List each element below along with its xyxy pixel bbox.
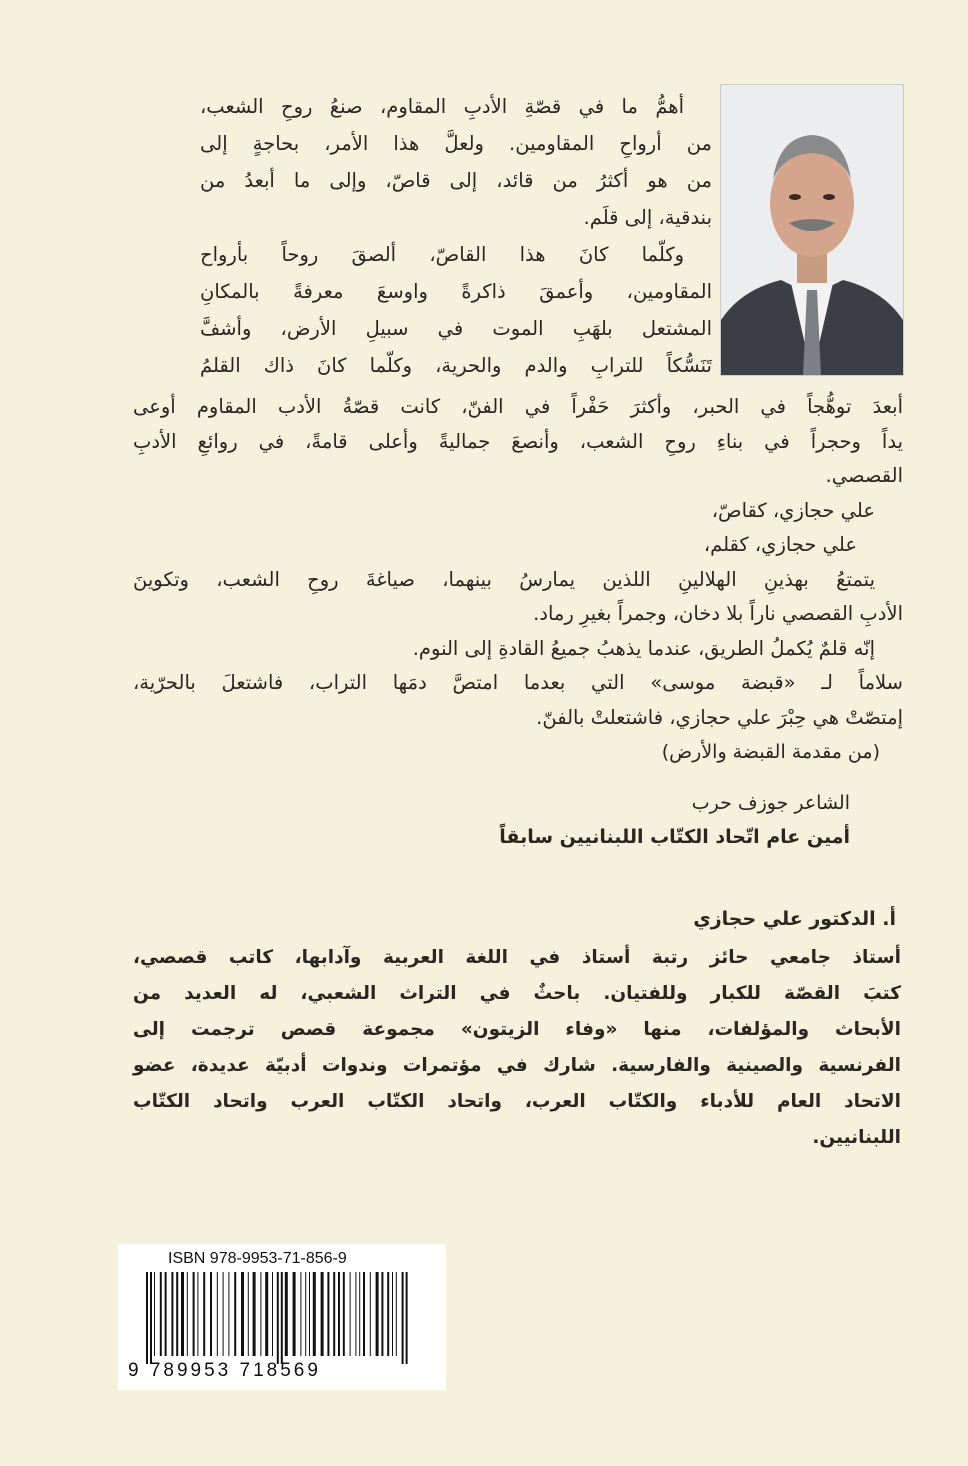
- text-line: إمتصّتْ هي حِبْرَ علي حجازي، فاشتعلتْ بالفنّ.: [536, 705, 903, 729]
- barcode-bar: [171, 1272, 173, 1356]
- isbn-label: ISBN 978-9953-71-856-9: [168, 1250, 347, 1267]
- barcode-bar: [248, 1272, 249, 1356]
- barcode-bar: [309, 1272, 310, 1356]
- barcode-digits: 9 789953 718569: [128, 1360, 321, 1381]
- barcode-bar: [370, 1272, 371, 1356]
- barcode-bar: [313, 1272, 316, 1356]
- signature-name: الشاعر جوزف حرب: [691, 792, 850, 814]
- bio-line: أستاذ جامعي حائز رتبة أستاذ في اللغة العربية وآدابها، كاتب قصصي،: [133, 947, 901, 968]
- text-line: تَنَسُّكاً للترابِ والدم والحرية، وكلّما كانَ ذاك القلمُ: [200, 354, 712, 377]
- intro-text-top: [200, 88, 712, 384]
- barcode-bar: [160, 1272, 162, 1356]
- barcode-bar: [359, 1272, 360, 1356]
- author-bio: [133, 940, 901, 1156]
- barcode-bar: [293, 1272, 296, 1356]
- barcode-bar: [327, 1272, 329, 1356]
- barcode-bar: [285, 1272, 288, 1356]
- barcode-bar: [228, 1272, 229, 1356]
- signature-title: أمين عام اتّحاد الكتّاب اللبنانيين سابقاً: [499, 826, 850, 848]
- barcode-bar: [281, 1272, 283, 1364]
- text-line: سلاماً لـ «قبضة موسى» التي بعدما امتصَّ دمَها التراب، فاشتعلَ بالحرّية،: [133, 671, 903, 694]
- barcode-bar: [406, 1272, 408, 1364]
- text-line: أهمُّ ما في قصّةِ الأدبِ المقاوم، صنعُ روحِ الشعب،: [200, 95, 684, 118]
- text-line: الأدبِ القصصي ناراً بلا دخان، وجمراً بغيرِ رماد.: [533, 602, 903, 625]
- barcode-bar: [376, 1272, 379, 1356]
- text-line: يتمتعُ بهذينِ الهلالينِ اللذين يمارسُ بينهما، صياغةَ روحِ الشعب، وتكوينَ: [133, 567, 875, 591]
- barcode-bar: [154, 1272, 155, 1356]
- barcode-bar: [241, 1272, 244, 1356]
- author-photo: [720, 84, 904, 376]
- text-line: من أرواحِ المقاومين. ولعلَّ هذا الأمر، بحاجةٍ إلى: [200, 132, 712, 155]
- barcode-bar: [234, 1272, 236, 1356]
- signature: [499, 786, 850, 854]
- text-line: أبعدَ توهُّجاً في الحبر، وأكثرَ حَفْراً في الفنّ، كانت قصّةُ الأدب المقاوم أوعى: [133, 395, 903, 418]
- text-line: بندقية، إلى قلَم.: [583, 206, 712, 229]
- barcode-bar: [300, 1272, 301, 1356]
- barcode-bar: [333, 1272, 335, 1356]
- barcode-bar: [355, 1272, 356, 1356]
- text-line: المقاومين، وأعمقَ ذاكرةً واوسعَ معرفةً بالمكانِ: [200, 280, 712, 303]
- barcode-bar: [176, 1272, 178, 1356]
- barcode-bar: [181, 1272, 184, 1356]
- barcode-bar: [217, 1272, 218, 1356]
- barcode-bars: [142, 1272, 427, 1364]
- barcode-bar: [210, 1272, 212, 1356]
- barcode-bar: [402, 1272, 404, 1364]
- intro-text-full: [133, 390, 903, 735]
- author-portrait-icon: [721, 85, 903, 375]
- barcode-bar: [343, 1272, 345, 1356]
- isbn-barcode: [118, 1244, 446, 1390]
- barcode-bar: [260, 1272, 261, 1356]
- bio-line: الفرنسية والصينية والفارسية. شارك في مؤتمرات وندوات أدبيّة عديدة، عضو: [133, 1055, 901, 1076]
- bio-line: كتبَ القصّة للكبار وللفتيان. باحثٌ في التراث الشعبي، له العديد من: [133, 983, 901, 1004]
- barcode-bar: [305, 1272, 306, 1356]
- barcode-bar: [223, 1272, 224, 1356]
- barcode-bar: [350, 1272, 351, 1356]
- text-line: القصصي.: [825, 464, 903, 487]
- text-line: علي حجازي، كقاصّ،: [711, 498, 875, 522]
- barcode-bar: [193, 1272, 195, 1356]
- text-line: وكلّما كانَ هذا القاصّ، ألصقَ روحاً بأرواح: [200, 243, 684, 266]
- text-line: من هو أكثرُ من قائد، إلى قاصّ، وإلى ما أبعدُ من: [200, 169, 712, 192]
- barcode-bar: [203, 1272, 205, 1356]
- barcode-bar: [381, 1272, 383, 1356]
- barcode-bar: [150, 1272, 152, 1364]
- barcode-bar: [363, 1272, 365, 1356]
- barcode-bar: [321, 1272, 324, 1356]
- bio-line: الاتحاد العام للأدباء والكتّاب العرب، واتحاد الكتّاب العرب واتحاد الكتّاب: [133, 1091, 901, 1112]
- barcode-bar: [396, 1272, 397, 1356]
- barcode-bar: [392, 1272, 393, 1356]
- barcode-bar: [387, 1272, 389, 1356]
- bio-heading: أ. الدكتور علي حجازي: [693, 908, 896, 930]
- text-line: إنّه قلمٌ يُكملُ الطريق، عندما يذهبُ جميعُ القادةِ إلى النوم.: [412, 636, 875, 660]
- barcode-bar: [165, 1272, 167, 1356]
- text-line: علي حجازي، كقلم،: [703, 533, 857, 556]
- barcode-bar: [277, 1272, 279, 1364]
- text-line: يداً وحجراً في بناءِ روحِ الشعب، وأنصعَ جماليةً وأعلى قامةً، في روائعِ الأدبِ: [133, 429, 903, 453]
- barcode-bar: [272, 1272, 273, 1356]
- bio-line: اللبنانيين.: [812, 1127, 901, 1148]
- bio-line: الأبحاث والمؤلفات، منها «وفاء الزيتون» مجموعة قصص ترجمت إلى: [133, 1019, 901, 1040]
- barcode-bar: [338, 1272, 340, 1356]
- barcode-bar: [197, 1272, 198, 1356]
- barcode-bar: [253, 1272, 256, 1356]
- barcode-bar: [146, 1272, 148, 1364]
- quote-source: (من مقدمة القبضة والأرض): [661, 741, 880, 763]
- text-line: المشتعل بلهَبِ الموت في سبيلِ الأرض، وأشفَّ: [200, 317, 712, 340]
- barcode-bar: [187, 1272, 188, 1356]
- barcode-bar: [265, 1272, 268, 1356]
